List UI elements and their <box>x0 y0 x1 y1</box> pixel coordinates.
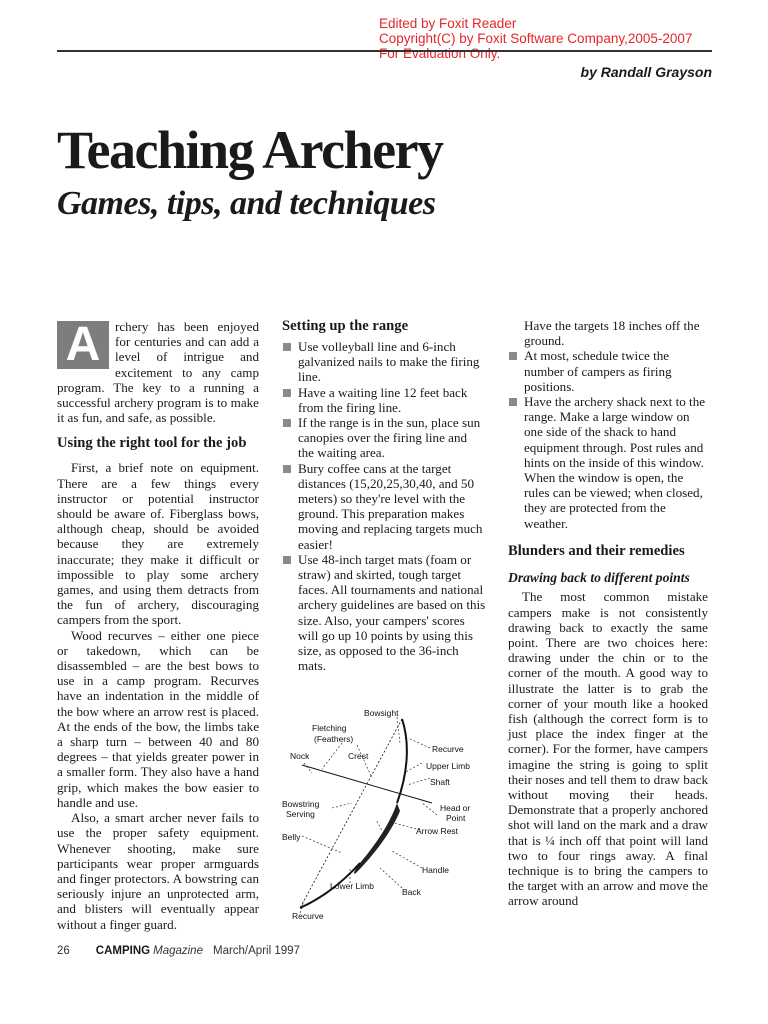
bow-anatomy-diagram <box>282 703 472 923</box>
foxit-watermark <box>379 16 692 61</box>
drawing-back-paragraph: The most common mistake campers make is not consistently drawing back to exactly the same point. There are two choices here: drawing under the chin or to the corner of the mouth. A good way to illustrate the latter is to grab the corner of your mouth like a hooked fish (although the correct form is to just place the index finger at the corner). For the former, have campers imagine the string is going to split their noses and tell them to draw back without moving their heads. Demonstrate that a properly anchored shot will land on the mark and a draw that is ¼ inch off that point will land two to four rings away. A final technique is to bring the campers to the target with an arrow and move the arrow around <box>508 589 708 909</box>
diagram-label-head-or: Head or <box>440 803 471 813</box>
intro-text: rchery has been enjoyed for centuries and can add a level of intrigue and excitement to any camp program. The key to a running a successful archery program is to make it as fun, and safe, as possible. <box>57 319 259 426</box>
bowstring-line <box>300 719 402 908</box>
bow-limb-upper-shape <box>397 719 407 803</box>
diagram-label-bowsight: Bowsight <box>364 708 399 718</box>
equipment-paragraph-3: Also, a smart archer never fails to use the proper safety equipment. Whenever shooting, make sure participants wear proper armguards and finger protectors. A bowstring can seriously injure an unprotected arm, and blisters will eventually appear without a finger guard. <box>57 810 259 932</box>
column-2 <box>282 318 486 673</box>
byline: by Randall Grayson <box>580 64 712 80</box>
watermark-line-1: Edited by Foxit Reader <box>379 16 517 31</box>
list-item: Bury coffee cans at the target distances (15,20,25,30,40, and 50 meters) so they're level with the ground. This preparation makes moving and replacing targets much easier! <box>282 461 486 552</box>
equipment-paragraph-1: First, a brief note on equipment. There are a few things every instructor or potential instructor should be aware of. Fiberglass bows, although cheap, should be avoided because they are extremely inaccurate; they make it difficult or impossible to play some archery games, and using them detracts from the fun of archery, discouraging campers from the sport. <box>57 460 259 628</box>
watermark-line-2: Copyright(C) by Foxit Software Company,2005-2007 <box>379 31 693 46</box>
diagram-label-serving: Serving <box>286 809 315 819</box>
page-number: 26 <box>57 945 70 957</box>
diagram-label-fletching: Fletching <box>312 723 347 733</box>
arrow-shaft-line <box>302 765 432 803</box>
equipment-paragraph-2: Wood recurves – either one piece or takedown, which can be disassembled – are the best bows to use in a camp program. Recurves have an indentation in the middle of the bow where an arrow rest is placed. At the ends of the bow, the limbs take a sharp turn – between 40 and 80 degrees – that yields greater power in a smaller form. They also have a hand grip, which makes the bow easier to handle and use. <box>57 627 259 810</box>
diagram-label-bowstring: Bowstring <box>282 799 320 809</box>
diagram-label-back: Back <box>402 887 421 897</box>
header-rule <box>57 50 712 52</box>
continued-bullet-text: Have the targets 18 inches off the ground. <box>524 318 700 349</box>
list-item: Use volleyball line and 6-inch galvanized nails to make the firing line. <box>282 339 486 385</box>
list-item: Have a waiting line 12 feet back from the firing line. <box>282 385 486 415</box>
range-bullet-list <box>282 339 486 673</box>
bow-riser-shape <box>354 803 400 874</box>
list-item: At most, schedule twice the number of campers as firing positions. <box>508 348 708 394</box>
diagram-label-lower-limb: Lower Limb <box>330 881 374 891</box>
diagram-label-feathers: (Feathers) <box>314 734 354 744</box>
section-heading-equipment: Using the right tool for the job <box>57 435 247 452</box>
article-title: Teaching Archery <box>57 120 443 180</box>
issue-date: March/April 1997 <box>212 945 300 957</box>
diagram-label-nock: Nock <box>290 751 310 761</box>
diagram-label-upper-limb: Upper Limb <box>426 761 470 771</box>
range-bullet-list-continued <box>508 348 708 530</box>
magazine-name: CAMPING <box>95 945 151 957</box>
list-item: Use 48-inch target mats (foam or straw) and skirted, tough target faces. All tournaments and national archery guidelines are based on this size. Also, your campers' scores will go up 10 points by using this size, as opposed to the 36-inch mats. <box>282 552 486 674</box>
drop-cap: A <box>57 321 109 369</box>
diagram-label-point: Point <box>446 813 466 823</box>
section-heading-range: Setting up the range <box>282 318 409 334</box>
list-item: If the range is in the sun, place sun canopies over the firing line and the waiting area. <box>282 415 486 461</box>
watermark-line-3: For Evaluation Only. <box>379 46 501 61</box>
magazine-name-suffix: Magazine <box>153 945 203 957</box>
diagram-label-shaft: Shaft <box>430 777 450 787</box>
diagram-label-recurve-bottom: Recurve <box>292 911 324 921</box>
column-1 <box>57 319 259 932</box>
diagram-label-belly: Belly <box>282 832 301 842</box>
section-heading-blunders: Blunders and their remedies <box>508 542 685 559</box>
article-subtitle: Games, tips, and techniques <box>57 185 436 222</box>
diagram-label-arrow-rest: Arrow Rest <box>416 826 459 836</box>
column-3 <box>508 318 708 909</box>
diagram-label-handle: Handle <box>422 865 449 875</box>
page-footer <box>57 945 300 957</box>
subheading-drawing-back: Drawing back to different points <box>508 569 690 585</box>
intro-paragraph <box>57 319 259 425</box>
diagram-label-crest: Crest <box>348 751 369 761</box>
diagram-label-recurve-top: Recurve <box>432 744 464 754</box>
list-item: Have the archery shack next to the range. Make a large window on one side of the shack to hand equipment through. Post rules and hints on the inside of this window. When the window is open, the rules can be viewed; when closed, they are protected from the weather. <box>508 394 708 531</box>
